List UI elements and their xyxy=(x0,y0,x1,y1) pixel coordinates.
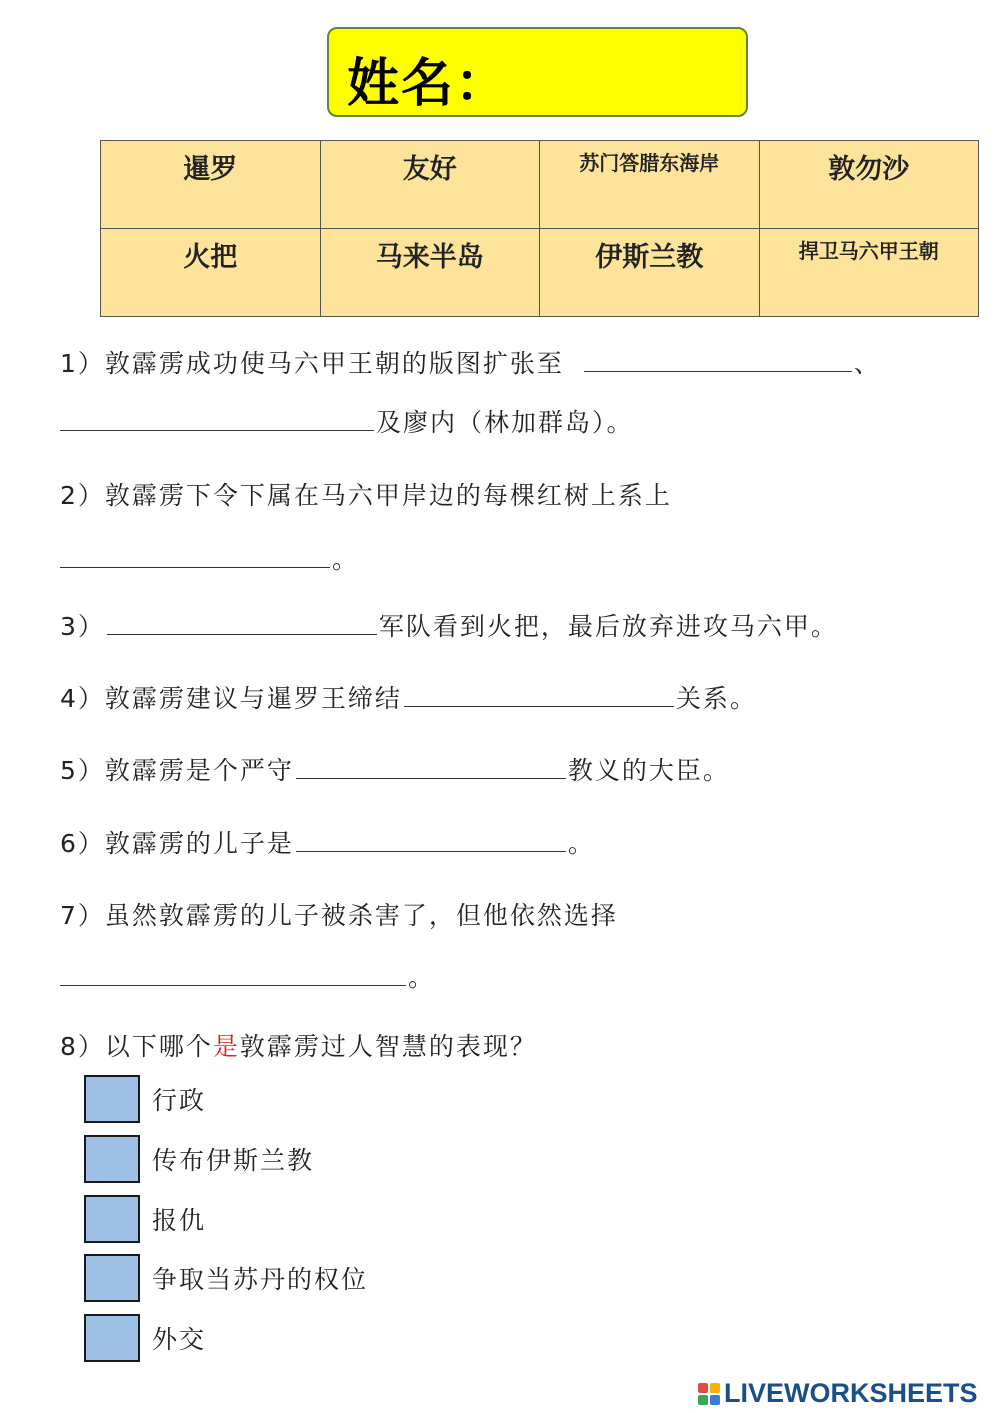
question-8-prefix: 8）以下哪个 xyxy=(60,1032,213,1061)
answer-blank-1a[interactable] xyxy=(584,370,852,372)
liveworksheets-logo xyxy=(698,1378,978,1409)
question-6-end: 。 xyxy=(567,829,595,858)
option-label: 传布伊斯兰教 xyxy=(152,1146,315,1175)
question-1-text-end: 及廖内（林加群岛）。 xyxy=(376,408,634,437)
answer-blank-3[interactable] xyxy=(107,633,377,635)
question-1-line-2 xyxy=(60,403,634,439)
question-2-text: 2）敦霹雳下令下属在马六甲岸边的每棵红树上系上 xyxy=(60,481,672,510)
question-8 xyxy=(60,1027,537,1063)
question-2-line-2 xyxy=(60,540,359,576)
question-4-text: 4）敦霹雳建议与暹罗王缔结 xyxy=(60,684,402,713)
option-row xyxy=(84,1313,206,1363)
word-bank-cell: 暹罗 xyxy=(101,141,321,229)
question-6 xyxy=(60,824,595,860)
word-bank-table xyxy=(100,140,979,317)
option-checkbox-5[interactable] xyxy=(84,1314,140,1362)
answer-blank-2[interactable] xyxy=(60,566,330,568)
question-7-line-1 xyxy=(60,896,618,932)
question-3-text: 军队看到火把，最后放弃进攻马六甲。 xyxy=(378,612,838,641)
question-4 xyxy=(60,679,757,715)
word-bank-row xyxy=(101,229,979,317)
word-bank-row xyxy=(101,141,979,229)
logo-icon xyxy=(698,1383,720,1405)
name-label: 姓名： xyxy=(347,54,510,114)
question-2-end: 。 xyxy=(332,545,360,574)
question-4-end: 关系。 xyxy=(675,684,757,713)
word-bank-cell: 苏门答腊东海岸 xyxy=(540,141,760,229)
brand-name: LIVEWORKSHEETS xyxy=(724,1378,978,1408)
question-1-line-1 xyxy=(60,344,881,380)
question-7-text: 7）虽然敦霹雳的儿子被杀害了，但他依然选择 xyxy=(60,901,618,930)
option-checkbox-3[interactable] xyxy=(84,1195,140,1243)
word-bank-cell: 火把 xyxy=(101,229,321,317)
question-3-prefix: 3） xyxy=(60,612,105,641)
question-8-text: 敦霹雳过人智慧的表现？ xyxy=(239,1032,537,1061)
answer-blank-4[interactable] xyxy=(404,705,674,707)
question-3 xyxy=(60,607,838,643)
word-bank-cell: 马来半岛 xyxy=(320,229,540,317)
answer-blank-1b[interactable] xyxy=(60,429,374,431)
question-2-line-1 xyxy=(60,476,672,512)
name-box[interactable] xyxy=(327,27,748,117)
option-row xyxy=(84,1194,206,1244)
question-5-text: 5）敦霹雳是个严守 xyxy=(60,756,294,785)
question-6-text: 6）敦霹雳的儿子是 xyxy=(60,829,294,858)
question-8-highlight: 是 xyxy=(212,1032,240,1061)
option-checkbox-1[interactable] xyxy=(84,1075,140,1123)
answer-blank-5[interactable] xyxy=(296,777,566,779)
word-bank-cell: 敦勿沙 xyxy=(759,141,979,229)
option-label: 行政 xyxy=(152,1086,207,1115)
option-label: 外交 xyxy=(152,1325,207,1354)
option-label: 争取当苏丹的权位 xyxy=(152,1265,369,1294)
word-bank-cell: 友好 xyxy=(320,141,540,229)
option-row xyxy=(84,1253,368,1303)
question-1-text: 1）敦霹雳成功使马六甲王朝的版图扩张至 xyxy=(60,349,564,378)
question-7-line-2 xyxy=(60,958,435,994)
question-5 xyxy=(60,751,730,787)
question-1-separator: 、 xyxy=(853,349,881,378)
question-7-end: 。 xyxy=(408,963,436,992)
question-5-end: 教义的大臣。 xyxy=(567,756,730,785)
option-label: 报仇 xyxy=(152,1206,207,1235)
word-bank-cell: 捍卫马六甲王朝 xyxy=(759,229,979,317)
option-checkbox-4[interactable] xyxy=(84,1254,140,1302)
answer-blank-6[interactable] xyxy=(296,850,566,852)
option-checkbox-2[interactable] xyxy=(84,1135,140,1183)
word-bank-cell: 伊斯兰教 xyxy=(540,229,760,317)
option-row xyxy=(84,1074,206,1124)
option-row xyxy=(84,1134,314,1184)
answer-blank-7[interactable] xyxy=(60,984,406,986)
